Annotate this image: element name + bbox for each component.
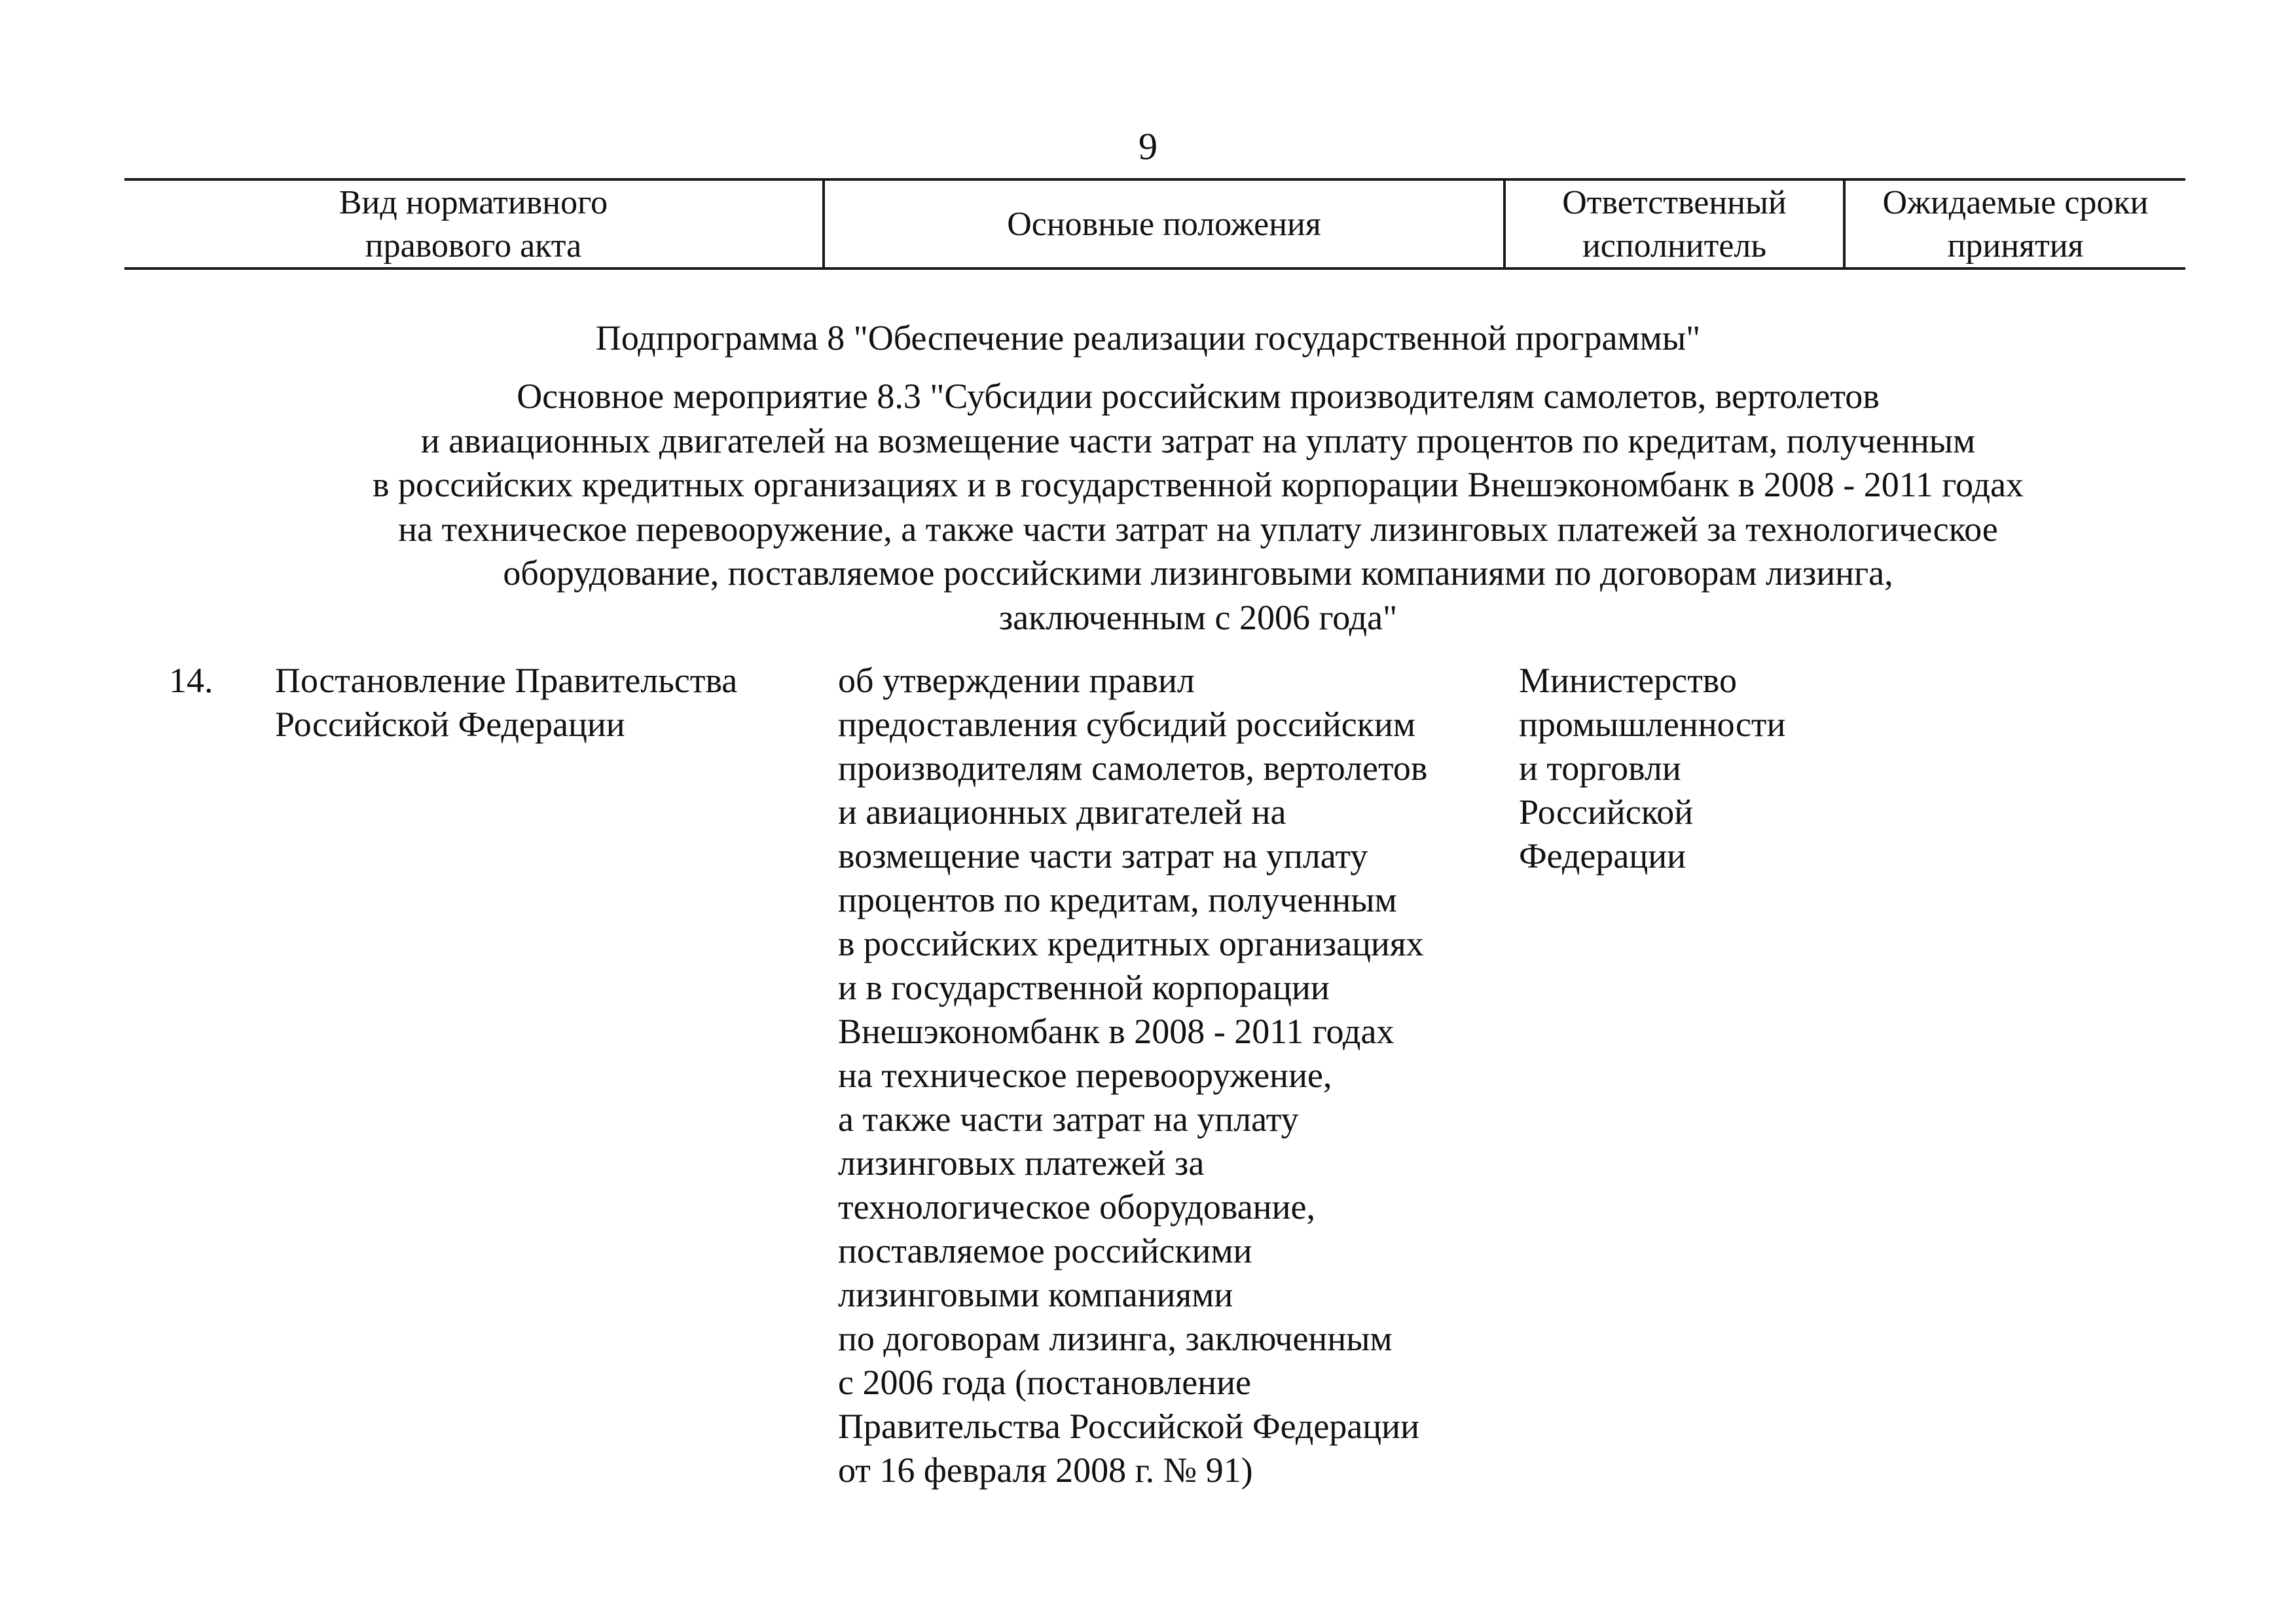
subprogram-title: Подпрограмма 8 "Обеспечение реализации государственной программы" (595, 318, 1701, 358)
header-expected-dates: Ожидаемые сроки принятия (1882, 184, 2149, 265)
header-act-type: Вид нормативного правового акта (338, 184, 608, 265)
row-provisions: об утверждении правил предоставления субсидий российским производителям самолетов, вертолетов и авиационных двигателей на возмещение части затрат на уплату процентов по кредитам, полученным в российских кредитных организациях и в государственной корпорации Внешэкономбанк в 2008 - 2011 годах на техническое перевооружение, а также части затрат на уплату лизинговых платежей за технологическое оборудование, поставляемое российскими лизинговыми компаниями по договорам лизинга, заключенным с 2006 года (постановление Правительства Российской Федерации от 16 февраля 2008 г. № 91) (838, 661, 1428, 1490)
row-act-type: Постановление Правительства Российской Федерации (275, 661, 738, 744)
page-number: 9 (1139, 125, 1157, 168)
main-measure-title: Основное мероприятие 8.3 "Субсидии российским производителям самолетов, вертолетов и авиационных двигателей на возмещение части затрат на уплату процентов по кредитам, полученным в российских кредитных организациях и в государственной корпорации Внешэкономбанк в 2008 - 2011 годах на техническое перевооружение, а также части затрат на уплату лизинговых платежей за технологическое оборудование, поставляемое российскими лизинговыми компаниями по договорам лизинга, заключенным с 2006 года" (373, 377, 2024, 637)
row-responsible: Министерство промышленности и торговли Российской Федерации (1519, 661, 1786, 876)
header-main-provisions: Основные положения (1007, 206, 1321, 243)
header-responsible: Ответственный исполнитель (1562, 184, 1787, 265)
row-number: 14. (169, 661, 213, 700)
